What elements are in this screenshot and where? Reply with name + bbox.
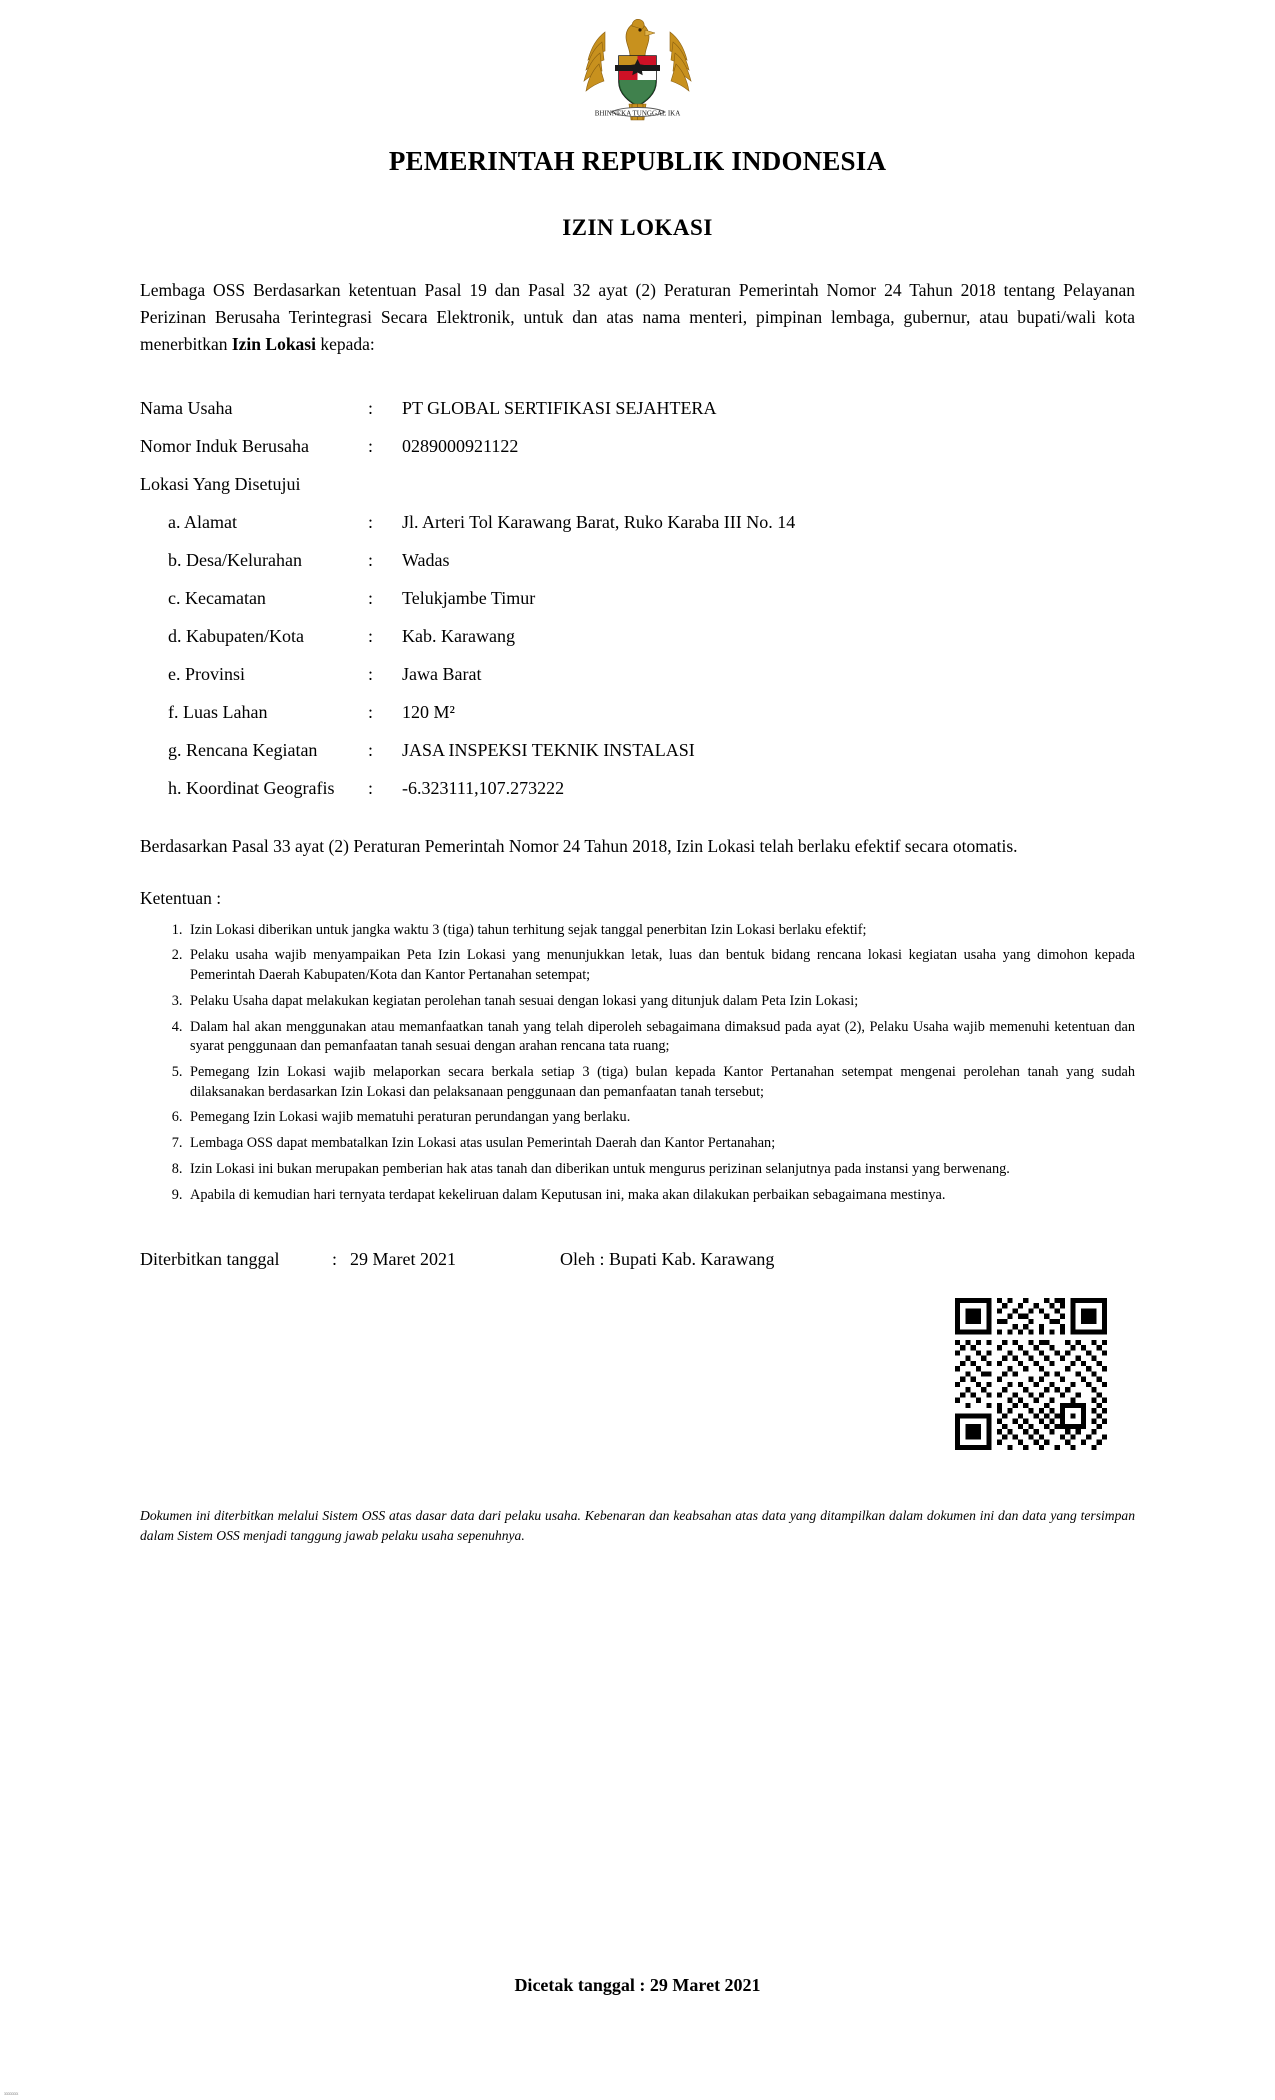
list-item: 9. Apabila di kemudian hari ternyata terdapat kekeliruan dalam Keputusan ini, maka akan dilakukan perbaikan sebagaimana mestinya. [186,1186,1135,1206]
field-colon: : [368,398,374,419]
field-value: Kab. Karawang [402,626,515,647]
field-label: Nama Usaha [140,398,233,419]
field-value: Telukjambe Timur [402,588,536,609]
field-label: d. Kabupaten/Kota [168,626,304,647]
document-subtitle: IZIN LOKASI [562,215,713,240]
intro-text-bold: Izin Lokasi [231,334,316,355]
list-item: 4. Dalam hal akan menggunakan atau memanfaatkan tanah yang telah diperoleh sebagaimana dimaksud pada ayat (2), Pelaku Usaha wajib memenuhi ketentuan dan syarat penggunaan dan pemanfaatan tanah sesuai dengan arahan rencana tata ruang; [186,1018,1135,1057]
field-row [140,778,1135,799]
qr-code-icon [955,1298,1107,1450]
field-row [140,588,1135,609]
list-item: 7. Lembaga OSS dapat membatalkan Izin Lokasi atas usulan Pemerintah Daerah dan Kantor Pertanahan; [186,1134,1135,1154]
field-value: Jl. Arteri Tol Karawang Barat, Ruko Karaba III No. 14 [402,512,796,533]
field-row [140,740,1135,761]
issued-by-value: Oleh : Bupati Kab. Karawang [560,1249,775,1270]
footer-note: Dokumen ini diterbitkan melalui Sistem OSS atas dasar data dari pelaku usaha. Kebenaran dan keabsahan atas data yang ditampilkan dalam dokumen ini dan data yang tersimpan dalam Sistem OSS menjadi tanggung jawab pelaku usaha sepenuhnya. [140,1508,1135,1543]
field-label: Nomor Induk Berusaha [140,436,309,457]
list-item: 8. Izin Lokasi ini bukan merupakan pemberian hak atas tanah dan diberikan untuk mengurus perizinan selanjutnya pada instansi yang berwenang. [186,1160,1135,1180]
issue-row [140,1249,1135,1270]
field-label: f. Luas Lahan [168,702,268,723]
field-colon: : [368,626,374,647]
qr-container [140,1298,1135,1450]
field-row [140,436,1135,457]
effective-paragraph: Berdasarkan Pasal 33 ayat (2) Peraturan Pemerintah Nomor 24 Tahun 2018, Izin Lokasi telah berlaku efektif secara otomatis. [140,836,1018,857]
field-label: h. Koordinat Geografis [168,778,335,799]
svg-text:BHINNEKA TUNGGAL IKA: BHINNEKA TUNGGAL IKA [594,109,681,118]
field-value: 0289000921122 [402,436,519,457]
issue-colon: : [332,1249,338,1270]
field-row [140,398,1135,419]
field-colon: : [368,664,374,685]
emblem-container [140,0,1135,134]
field-label: b. Desa/Kelurahan [168,550,302,571]
field-value: 120 M² [402,702,455,723]
corner-mark: xxxxxxx [4,2092,18,2097]
field-label: a. Alamat [168,512,237,533]
list-item: 6. Pemegang Izin Lokasi wajib mematuhi peraturan perundangan yang berlaku. [186,1108,1135,1128]
list-item: 3. Pelaku Usaha dapat melakukan kegiatan perolehan tanah sesuai dengan lokasi yang ditunjuk dalam Peta Izin Lokasi; [186,992,1135,1012]
field-colon: : [368,436,374,457]
field-value: -6.323111,107.273222 [402,778,565,799]
field-value: JASA INSPEKSI TEKNIK INSTALASI [402,740,695,761]
field-value: PT GLOBAL SERTIFIKASI SEJAHTERA [402,398,717,419]
field-row [140,550,1135,571]
field-label: c. Kecamatan [168,588,266,609]
field-label: e. Provinsi [168,664,246,685]
field-value: Wadas [402,550,450,571]
list-item: 1. Izin Lokasi diberikan untuk jangka waktu 3 (tiga) tahun terhitung sejak tanggal penerbitan Izin Lokasi berlaku efektif; [186,921,1135,941]
list-item: 2. Pelaku usaha wajib menyampaikan Peta Izin Lokasi yang menunjukkan letak, luas dan bentuk bidang rencana lokasi kegiatan usaha yang dimohon kepada Pemerintah Daerah Kabupaten/Kota dan Kantor Pertanahan setempat; [186,946,1135,985]
field-colon: : [368,550,374,571]
field-row [140,512,1135,533]
issue-date-label: Diterbitkan tanggal [140,1249,280,1270]
intro-text-after: kepada: [315,334,375,355]
field-row [140,702,1135,723]
page-title: PEMERINTAH REPUBLIK INDONESIA [388,146,887,176]
garuda-pancasila-emblem [575,16,700,134]
intro-text-before: Lembaga OSS Berdasarkan ketentuan Pasal 19 dan Pasal 32 ayat (2) Peraturan Pemerintah Nomor 24 Tahun 2018 tentang Pelayanan Perizinan Berusaha Terintegrasi Secara Elektronik, untuk dan atas nama menteri, pimpinan lembaga, gubernur, atau bupati/wali kota menerbitkan [140,280,1135,355]
terms-list [140,921,1135,1206]
field-colon: : [368,512,374,533]
issue-date-value: 29 Maret 2021 [350,1249,456,1270]
field-label: Lokasi Yang Disetujui [140,474,301,495]
printed-date: Dicetak tanggal : 29 Maret 2021 [514,1975,761,1995]
intro-paragraph [140,277,1135,358]
field-row [140,664,1135,685]
field-colon: : [368,740,374,761]
field-colon: : [368,588,374,609]
field-label: g. Rencana Kegiatan [168,740,318,761]
field-colon: : [368,778,374,799]
list-item: 5. Pemegang Izin Lokasi wajib melaporkan secara berkala setiap 3 (tiga) bulan kepada Kantor Pertanahan setempat mengenai perolehan tanah yang sudah dilaksanakan berdasarkan Izin Lokasi dan pelaksanaan penggunaan dan pemanfaatan tanah tersebut; [186,1063,1135,1102]
field-row [140,626,1135,647]
field-list [140,398,1135,799]
field-row [140,474,1135,495]
field-colon: : [368,702,374,723]
field-value: Jawa Barat [402,664,482,685]
terms-label: Ketentuan : [140,887,222,908]
